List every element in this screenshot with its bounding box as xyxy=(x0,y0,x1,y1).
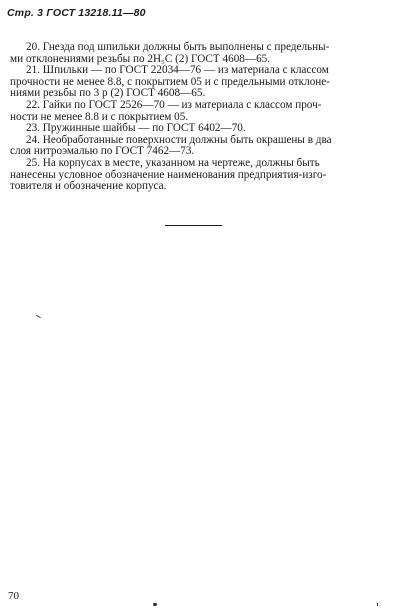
paragraph-20 xyxy=(10,42,388,65)
text-line: товителя и обозначение корпуса. xyxy=(10,180,167,193)
document-body xyxy=(10,42,388,193)
paragraph-23 xyxy=(10,123,388,135)
text-line: 20. Гнезда под шпильки должны быть выполнены с предельны- xyxy=(26,41,330,53)
text-line: 22. Гайки по ГОСТ 2526—70 — из материала с классом проч- xyxy=(26,98,322,111)
paragraph-25 xyxy=(10,158,388,193)
scan-speck xyxy=(377,603,378,606)
text-line: 25. На корпусах в месте, указанном на чертеже, должны быть xyxy=(26,156,320,169)
text-line: ми отклонениями резьбы по 2Н₅С (2) ГОСТ 4608—65. xyxy=(10,52,271,65)
scan-speck xyxy=(153,603,157,606)
text-line: нанесены условное обозначение наименования предприятия-изго- xyxy=(10,168,327,181)
text-line: прочности не менее 8.8, с покрытием 05 и с предельными отклоне- xyxy=(10,75,330,88)
text-line: 21. Шпильки — по ГОСТ 22034—76 — из материала с классом xyxy=(26,64,329,77)
text-line: слоя нитроэмалью по ГОСТ 7462—73. xyxy=(10,145,195,158)
paragraph-24 xyxy=(10,135,388,158)
paragraph-22 xyxy=(10,100,388,123)
page-header: Стр. 3 ГОСТ 13218.11—80 xyxy=(7,7,146,19)
text-line: 24. Необработанные поверхности должны быть окрашены в два xyxy=(26,133,332,146)
text-line: 23. Пружинные шайбы — по ГОСТ 6402—70. xyxy=(26,122,246,135)
paragraph-21 xyxy=(10,65,388,100)
page-number: 70 xyxy=(8,590,19,602)
section-divider xyxy=(165,225,222,226)
text-line: ности не менее 8.8 и с покрытием 05. xyxy=(10,110,189,123)
text-line: ниями резьбы по 3 p (2) ГОСТ 4608—65. xyxy=(10,87,206,100)
scan-speck xyxy=(36,315,41,318)
